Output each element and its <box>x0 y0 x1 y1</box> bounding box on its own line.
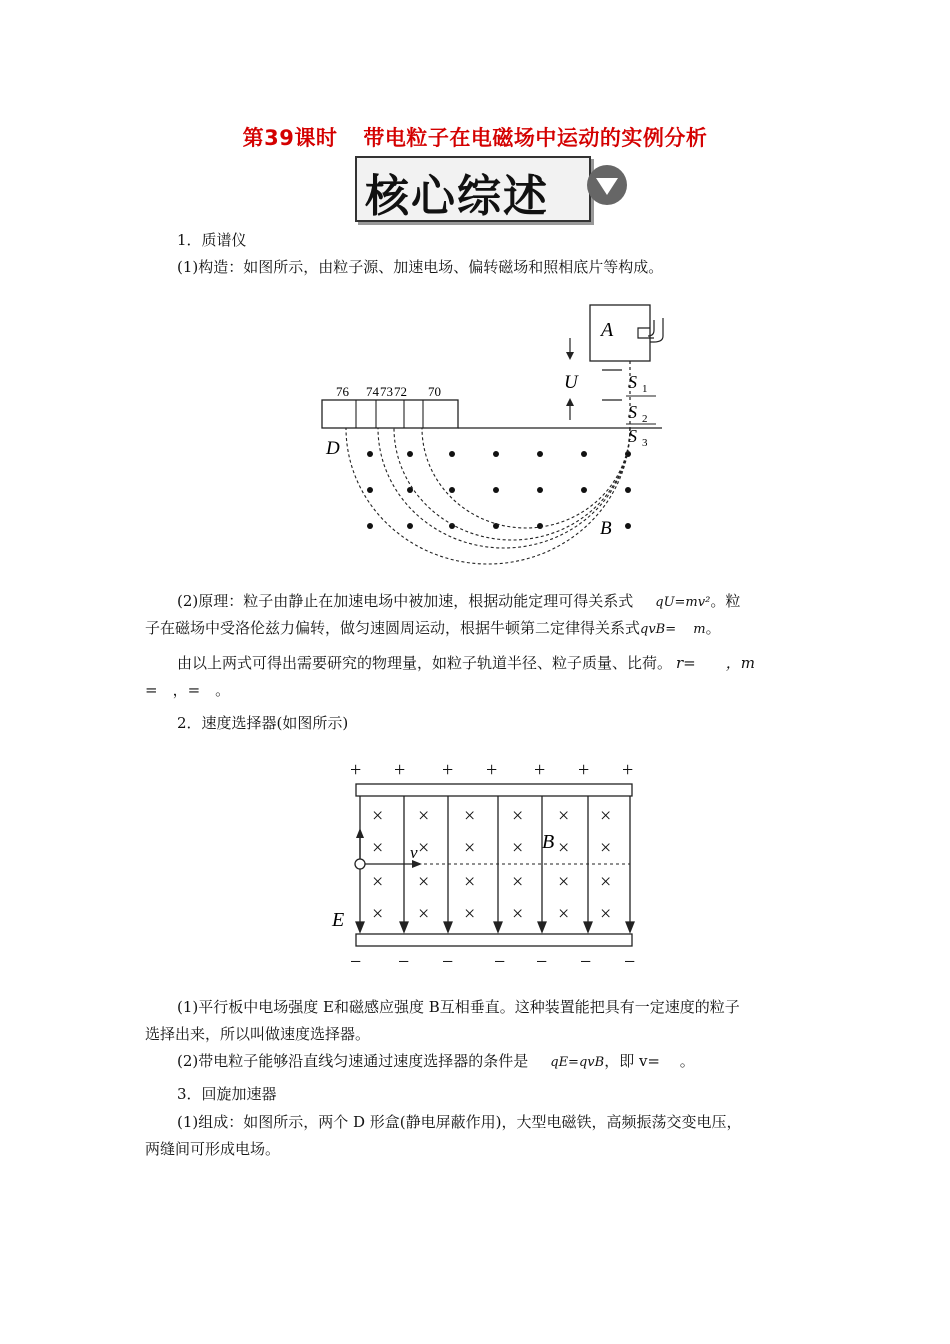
cross-mark: × <box>372 837 384 859</box>
label-S2: S <box>628 402 637 422</box>
cross-mark: × <box>512 871 524 893</box>
label-B: B <box>600 518 612 539</box>
triangle-down-icon <box>587 165 627 205</box>
formula-qvB: qvB= m <box>640 622 706 637</box>
lesson-number: 第39课时 <box>242 126 338 150</box>
plus-sign: + <box>486 759 498 781</box>
s1-construct: (1)构造：如图所示，由粒子源、加速电场、偏转磁场和照相底片等构成。 <box>177 258 664 276</box>
formula-r-m: r= ，m <box>676 654 755 672</box>
label-S3: S <box>628 426 637 446</box>
cross-mark: × <box>512 805 524 827</box>
cross-mark: × <box>372 805 384 827</box>
velocity-selector-figure <box>322 742 662 986</box>
label-S3-sub: 3 <box>642 437 648 449</box>
principle-text-a: (2)原理：粒子由静止在加速电场中被加速，根据动能定理可得关系式 <box>177 592 634 610</box>
scale-72: 72 <box>394 384 407 399</box>
cross-mark: × <box>418 805 430 827</box>
scale-70: 70 <box>428 384 441 399</box>
cross-mark: × <box>512 837 524 859</box>
cross-mark: × <box>558 805 570 827</box>
label-D: D <box>326 438 340 459</box>
lesson-topic: 带电粒子在电磁场中运动的实例分析 <box>363 126 708 150</box>
s1-principle-line1 <box>177 590 740 614</box>
label-S1-sub: 1 <box>642 383 648 395</box>
conclude-text: 由以上两式可得出需要研究的物理量，如粒子轨道半径、粒子质量、比荷。 <box>177 654 673 672</box>
principle-text-d: 。 <box>705 619 721 637</box>
plus-sign: + <box>350 759 362 781</box>
cross-mark: × <box>372 871 384 893</box>
cross-mark: × <box>600 837 612 859</box>
scale-76: 76 <box>336 384 349 399</box>
scale-74: 74 <box>366 384 379 399</box>
minus-sign: − <box>580 951 592 973</box>
cross-mark: × <box>464 871 476 893</box>
scale-73: 73 <box>380 384 393 399</box>
cross-mark: × <box>600 805 612 827</box>
cross-mark: × <box>418 903 430 925</box>
cross-mark: × <box>418 871 430 893</box>
s2-p1-line2: 选择出来，所以叫做速度选择器。 <box>145 1025 371 1043</box>
plus-sign: + <box>578 759 590 781</box>
cross-mark: × <box>418 837 430 859</box>
cross-mark: × <box>512 903 524 925</box>
s2-p2-text-b: ，即 v= 。 <box>604 1052 695 1070</box>
label-v: v <box>410 843 418 862</box>
s2-p2 <box>177 1050 695 1074</box>
label-S1: S <box>628 372 637 392</box>
s1-principle-line2 <box>145 617 721 641</box>
label-U: U <box>564 372 578 393</box>
s1-heading: 1．质谱仪 <box>177 231 247 249</box>
banner-text: 核心综述 <box>365 171 549 222</box>
mass-spectrometer-figure <box>318 290 688 584</box>
s1-conclude-line2: = ，= 。 <box>145 681 231 699</box>
minus-sign: − <box>350 951 362 973</box>
minus-sign: − <box>494 951 506 973</box>
s2-heading: 2．速度选择器(如图所示) <box>177 714 349 732</box>
cross-mark: × <box>558 871 570 893</box>
s2-p2-text-a: (2)带电粒子能够沿直线匀速通过速度选择器的条件是 <box>177 1052 529 1070</box>
principle-text-b: 。粒 <box>710 592 741 610</box>
minus-sign: − <box>442 951 454 973</box>
minus-sign: − <box>536 951 548 973</box>
s3-p1-line2: 两缝间可形成电场。 <box>145 1140 281 1158</box>
cross-mark: × <box>558 903 570 925</box>
minus-sign: − <box>398 951 410 973</box>
lesson-title <box>0 122 950 152</box>
cross-mark: × <box>464 805 476 827</box>
plus-sign: + <box>622 759 634 781</box>
plus-sign: + <box>394 759 406 781</box>
minus-sign: − <box>624 951 636 973</box>
plus-sign: + <box>442 759 454 781</box>
cross-mark: × <box>558 837 570 859</box>
cross-mark: × <box>372 903 384 925</box>
principle-text-c: 子在磁场中受洛伦兹力偏转，做匀速圆周运动，根据牛顿第二定律得关系式 <box>145 619 641 637</box>
cross-mark: × <box>600 903 612 925</box>
s1-conclude-line1 <box>177 652 755 674</box>
label-B: B <box>542 831 555 853</box>
plus-sign: + <box>534 759 546 781</box>
cross-mark: × <box>600 871 612 893</box>
label-A: A <box>601 319 614 341</box>
s2-p1-line1: (1)平行板中电场强度 E和磁感应强度 B互相垂直。这种装置能把具有一定速度的粒子 <box>177 998 740 1016</box>
s3-p1-line1: (1)组成：如图所示，两个 D 形盒(静电屏蔽作用)，大型电磁铁，高频振荡交变电压， <box>177 1113 742 1131</box>
formula-qU: qU=mv² <box>655 595 711 610</box>
s3-heading: 3．回旋加速器 <box>177 1085 277 1103</box>
cross-mark: × <box>464 903 476 925</box>
section-banner <box>355 156 627 224</box>
label-S2-sub: 2 <box>642 413 648 425</box>
formula-qE: qE=qvB <box>550 1055 605 1070</box>
cross-mark: × <box>464 837 476 859</box>
label-E: E <box>332 909 345 931</box>
